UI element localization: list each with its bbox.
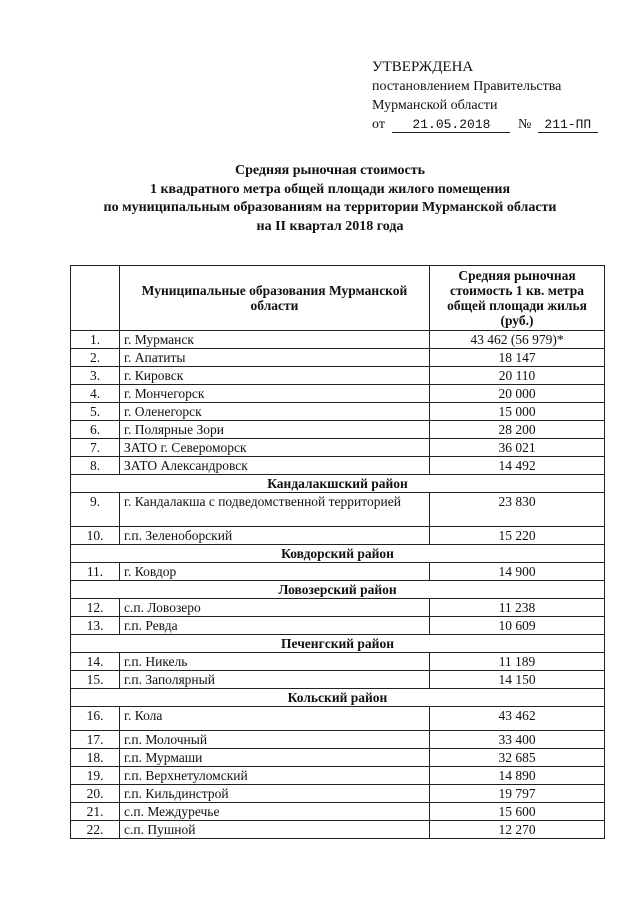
table-row [71,331,605,349]
row-name: г. Оленегорск [120,403,430,421]
row-number: 8. [71,457,120,475]
row-name: г. Кандалакша с подведомственной территорией [120,493,430,527]
row-name: с.п. Междуречье [120,803,430,821]
district-title: Кольский район [71,689,605,707]
row-number: 3. [71,367,120,385]
table-row [71,385,605,403]
row-name: г. Кола [120,707,430,731]
row-value: 11 238 [430,599,605,617]
table-row [71,653,605,671]
row-value: 36 021 [430,439,605,457]
approval-line-2: Мурманской области [372,98,498,113]
row-value: 14 890 [430,767,605,785]
price-table [70,265,605,839]
row-number: 2. [71,349,120,367]
table-row [71,671,605,689]
table-row [71,457,605,475]
row-name: г.п. Мурмаши [120,749,430,767]
table-row [71,731,605,749]
approval-date-line [372,115,598,134]
row-number: 16. [71,707,120,731]
row-name: г.п. Кильдинстрой [120,785,430,803]
district-header-row [71,545,605,563]
row-name: ЗАТО г. Североморск [120,439,430,457]
heading-line-4: на II квартал 2018 года [256,218,404,234]
row-value: 11 189 [430,653,605,671]
row-number: 4. [71,385,120,403]
row-name: с.п. Ловозеро [120,599,430,617]
row-name: г. Мончегорск [120,385,430,403]
row-name: г.п. Молочный [120,731,430,749]
district-header-row [71,581,605,599]
row-value: 28 200 [430,421,605,439]
row-number: 18. [71,749,120,767]
row-value: 20 000 [430,385,605,403]
row-value: 12 270 [430,821,605,839]
row-number: 14. [71,653,120,671]
heading-line-3: по муниципальным образованиям на территории Мурманской области [103,200,557,215]
district-title: Печенгский район [71,635,605,653]
approval-number: 211-ПП [538,118,598,133]
row-name: г. Кировск [120,367,430,385]
date-prefix: от [372,117,385,132]
row-number: 17. [71,731,120,749]
district-title: Ловозерский район [71,581,605,599]
table-row [71,493,605,527]
approval-date: 21.05.2018 [392,118,510,133]
table-row [71,403,605,421]
row-number: 13. [71,617,120,635]
row-value: 15 600 [430,803,605,821]
header-num [71,266,120,331]
row-name: г.п. Никель [120,653,430,671]
table-header-row [71,266,605,331]
number-prefix: № [517,117,532,132]
row-value: 15 000 [430,403,605,421]
table-row [71,439,605,457]
table-row [71,349,605,367]
table-row [71,367,605,385]
district-header-row [71,689,605,707]
table-row [71,785,605,803]
row-name: г. Ковдор [120,563,430,581]
row-value: 32 685 [430,749,605,767]
heading-line-2: 1 квадратного метра общей площади жилого помещения [149,181,511,197]
table-row [71,617,605,635]
row-name: г.п. Зеленоборский [120,527,430,545]
row-number: 10. [71,527,120,545]
row-number: 6. [71,421,120,439]
row-number: 22. [71,821,120,839]
row-name: г.п. Ревда [120,617,430,635]
row-value: 14 150 [430,671,605,689]
district-header-row [71,475,605,493]
table-row [71,421,605,439]
district-title: Кандалакшский район [71,475,605,493]
table-row [71,599,605,617]
table-row [71,803,605,821]
row-number: 20. [71,785,120,803]
district-title: Ковдорский район [71,545,605,563]
row-name: г. Полярные Зори [120,421,430,439]
row-name: ЗАТО Александровск [120,457,430,475]
table-row [71,527,605,545]
row-number: 9. [71,493,120,527]
row-name: г.п. Верхнетуломский [120,767,430,785]
row-number: 12. [71,599,120,617]
row-number: 15. [71,671,120,689]
table-row [71,707,605,731]
row-value: 20 110 [430,367,605,385]
header-name: Муниципальные образования Мурманской области [120,266,430,331]
row-name: г.п. Заполярный [120,671,430,689]
row-number: 21. [71,803,120,821]
row-name: с.п. Пушной [120,821,430,839]
row-value: 19 797 [430,785,605,803]
row-value: 10 609 [430,617,605,635]
row-value: 43 462 (56 979)* [430,331,605,349]
row-number: 5. [71,403,120,421]
table-body [71,331,605,839]
table-row [71,767,605,785]
row-value: 23 830 [430,493,605,527]
table-row [71,821,605,839]
row-value: 43 462 [430,707,605,731]
row-name: г. Апатиты [120,349,430,367]
row-number: 19. [71,767,120,785]
row-value: 14 492 [430,457,605,475]
row-value: 14 900 [430,563,605,581]
row-number: 11. [71,563,120,581]
table-row [71,749,605,767]
header-value: Средняя рыночная стоимость 1 кв. метра общей площади жилья (руб.) [430,266,605,331]
document-heading [60,162,600,236]
row-value: 15 220 [430,527,605,545]
district-header-row [71,635,605,653]
row-number: 7. [71,439,120,457]
row-name: г. Мурманск [120,331,430,349]
table-row [71,563,605,581]
row-value: 33 400 [430,731,605,749]
approval-title: УТВЕРЖДЕНА [372,59,474,75]
row-number: 1. [71,331,120,349]
approval-line-1: постановлением Правительства [372,79,562,94]
row-value: 18 147 [430,349,605,367]
approval-stamp [372,58,598,134]
heading-line-1: Средняя рыночная стоимость [235,163,425,178]
